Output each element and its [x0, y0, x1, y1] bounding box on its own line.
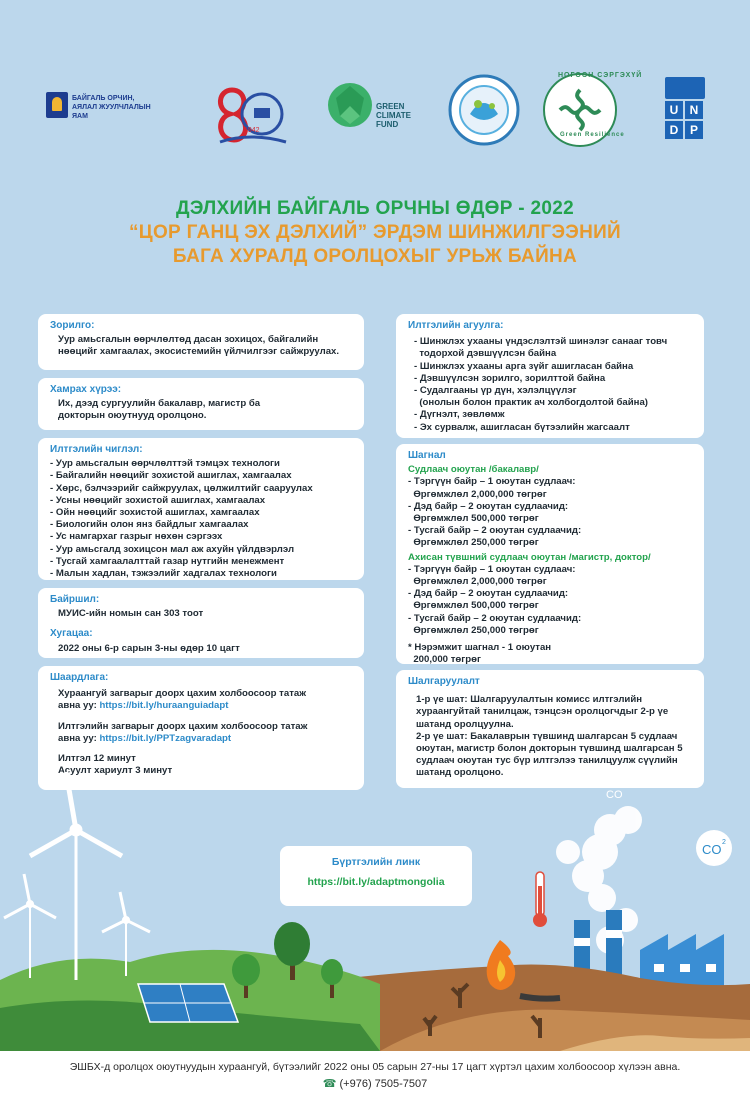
anniversary-year: 1942 [244, 127, 260, 134]
registration-link[interactable]: https://bit.ly/adaptmongolia [307, 876, 445, 888]
headline-line-3: БАГА ХУРАЛД ОРОЛЦОХЫГ УРЬЖ БАЙНА [172, 246, 578, 267]
un-emblem-icon [665, 77, 705, 99]
headline [0, 198, 750, 268]
topics-heading: Илтгэлийн чиглэл: [50, 444, 143, 455]
presentation-prefix: авна уу: [58, 732, 100, 744]
wind-turbine-icon [4, 874, 56, 978]
undp-letter-d: D [665, 121, 683, 139]
logo-bar [0, 60, 750, 170]
list-item: - Тусгай байр – 2 оюутан судлаачид: [408, 612, 582, 624]
list-item: - Эх сурвалж, ашигласан бүтээлийн жагсаалт [414, 421, 630, 433]
smoke-clouds-icon [556, 806, 642, 954]
list-item: - Малын хадлан, тэжээлийг хадгалах технологи [50, 568, 277, 580]
bachelor-heading: Судлаач оюутан /бакалавр/ [408, 464, 539, 476]
gcf-logo-text [376, 102, 411, 129]
venue-card [38, 588, 364, 658]
spacer [58, 745, 352, 753]
green-resilience-logo-text [558, 72, 642, 79]
undp-letter-u: U [665, 101, 683, 119]
venue-heading: Байршил: [50, 594, 100, 605]
summary-template-link[interactable]: https://bit.ly/huraanguiadapt [99, 700, 229, 712]
undp-letter-p: P [685, 121, 703, 139]
list-item: Өргөмжлөл 2,000,000 төгрөг [408, 576, 547, 588]
footer [0, 1051, 750, 1099]
co2-label: CO [702, 842, 722, 857]
ministry-logo-text [72, 94, 162, 121]
list-item: 200,000 төгрөг [408, 654, 481, 666]
green-resilience-mn: НОГООН СЭРГЭХҮЙ [558, 72, 643, 79]
master-heading: Ахисан түвшний судлаач оюутан /магистр, доктор/ [408, 551, 651, 563]
list-item: - Уур амьсгалын өөрчлөлттэй тэмцэх технологи [50, 458, 280, 470]
scope-card [38, 378, 364, 430]
topics-list [50, 458, 352, 580]
prizes-heading: Шагнал [408, 450, 446, 461]
list-item: * Нэрэмжит шагнал - 1 оюутан [408, 642, 552, 654]
list-item: - Биологийн олон янз байдлыг хамгаалах [50, 519, 249, 531]
summary-prefix: авна уу: [58, 700, 100, 712]
list-item: - Ус намгархаг газрыг нөхөн сэргээх [50, 531, 223, 543]
partner-seal-icon [448, 74, 520, 146]
list-item: - Хөрс, бэлчээрийг сайжруулах, цөлжилтийг сааруулах [50, 482, 313, 494]
goal-text: Уур амьсгалын өөрчлөлтөд дасан зохицох, байгалийн нөөцийг хамгаалах, экосистемийн үйлчилгээг сайжруулах. [58, 334, 340, 358]
requirements-body [50, 688, 352, 777]
registration-label: Бүртгэлийн линк [331, 856, 421, 868]
gcf-line-1: GREEN [376, 102, 405, 111]
list-item: - Байгалийн нөөцийг зохистой ашиглах, хамгаалах [50, 470, 292, 482]
pipe-icon [520, 996, 560, 999]
date-text: 2022 оны 6-р сарын 3-ны өдөр 10 цагт [58, 642, 240, 654]
list-item: - Шинжлэх ухааны үндэслэлтэй шинэлэг санааг товч тодорхой дэвшүүлсэн байна [414, 336, 668, 360]
co-label: CO [606, 789, 623, 801]
footer-phone [0, 1077, 750, 1090]
list-item: - Дэд байр – 2 оюутан судлаачид: [408, 500, 569, 512]
list-item: - Уур амьсгалд зохицсон мал аж ахуйн үйлдвэрлэл [50, 543, 295, 555]
spacer [58, 713, 352, 721]
list-item: Өргөмжлөл 250,000 төгрөг [408, 537, 539, 549]
undp-logo [664, 76, 704, 140]
phone-icon: ☎ [322, 1078, 337, 1090]
wind-turbine-icon [30, 772, 122, 980]
extra-prize [408, 642, 692, 666]
selection-stage-1: 1-р үе шат: Шалгаруулалтын комисс илтгэлийн хураангуйтай танилцаж, тэнцсэн оролцогчдыг 2-р үе шатанд оролцуулна. [416, 694, 669, 730]
scope-heading: Хамрах хүрээ: [50, 384, 122, 395]
bachelor-prizes [408, 476, 692, 549]
gcf-line-2: CLIMATE [376, 111, 411, 120]
landscape-illustration [0, 770, 750, 1051]
list-item: Өргөмжлөл 2,000,000 төгрөг [408, 488, 547, 500]
prizes-card [396, 444, 704, 664]
footer-deadline-text: ЭШБХ-д оролцох оюутнуудын хураангуй, бүтээлийг 2022 оны 05 сарын 27-ны 17 цагт хүртэл цахим холбоосоор хүлээн авна. [69, 1061, 681, 1073]
list-item: - Судалгааны үр дүн, хэлэлцүүлэг (онолын болон практик ач холбогдолтой байна) [414, 385, 648, 409]
phone-number: (+976) 7505-7507 [339, 1078, 428, 1090]
requirements-heading: Шаардлага: [50, 672, 109, 683]
goal-card [38, 314, 364, 370]
green-resilience-en: Green Resilience [560, 132, 625, 138]
list-item: - Тэргүүн байр – 1 оюутан судлаач: [408, 476, 576, 488]
venue-text: МУИС-ийн номын сан 303 тоот [58, 608, 204, 620]
scope-text: Их, дээд сургуулийн бакалавр, магистр ба докторын оюутнууд оролцоно. [58, 398, 261, 422]
undp-letter-n: N [685, 101, 703, 119]
mongolia-emblem-icon [46, 92, 68, 118]
master-prizes [408, 564, 692, 637]
list-item: - Дэд байр – 2 оюутан судлаачид: [408, 588, 569, 600]
anniversary-80-logo-icon [210, 80, 290, 150]
green-resilience-en-wrap [560, 132, 625, 138]
list-item: Өргөмжлөл 500,000 төгрөг [408, 600, 539, 612]
list-item: - Ойн нөөцийг зохистой ашиглах, хамгаалах [50, 507, 260, 519]
presentation-template-text: Илтгэлийн загварыг доорх цахим холбоосоор татаж [58, 720, 308, 732]
topics-card [38, 438, 364, 580]
goal-heading: Зорилго: [50, 320, 95, 331]
ministry-line-2: АЯЛАЛ ЖУУЛЧЛАЛЫН ЯАМ [72, 104, 151, 120]
list-item: Өргөмжлөл 500,000 төгрөг [408, 513, 539, 525]
structure-list [408, 336, 692, 434]
date-heading: Хугацаа: [50, 628, 93, 640]
presentation-template-line-2 [58, 733, 352, 745]
qa-duration: Асуулт хариулт 3 минут [58, 765, 173, 777]
list-item: - Усны нөөцийг зохистой ашиглах, хамгаалах [50, 494, 266, 506]
list-item: - Дүгнэлт, зөвлөмж [414, 409, 505, 421]
list-item: - Шинжлэх ухааны арга зүйг ашигласан байна [414, 360, 634, 372]
structure-heading: Илтгэлийн агуулга: [408, 320, 504, 331]
ministry-line-1: БАЙГАЛЬ ОРЧИН, [72, 95, 135, 102]
headline-line-2: “ЦОР ГАНЦ ЭХ ДЭЛХИЙ” ЭРДЭМ ШИНЖИЛГЭЭНИЙ [128, 222, 622, 243]
registration-box [280, 846, 472, 906]
structure-card [396, 314, 704, 438]
gcf-globe-icon [326, 80, 374, 130]
list-item: - Тусгай хамгаалалттай газар нутгийн менежмент [50, 555, 285, 567]
list-item: - Тэргүүн байр – 1 оюутан судлаач: [408, 563, 576, 575]
selection-heading: Шалгаруулалт [408, 676, 480, 687]
co2-subscript: 2 [722, 839, 726, 846]
gcf-line-3: FUND [376, 120, 399, 129]
talk-duration: Илтгэл 12 минут [58, 753, 136, 765]
headline-line-1: ДЭЛХИЙН БАЙГАЛЬ ОРЧНЫ ӨДӨР - 2022 [176, 198, 574, 219]
solar-panel-icon [138, 984, 238, 1022]
summary-template-text: Хураангуй загварыг доорх цахим холбоосоор татаж [58, 688, 307, 700]
spacer [50, 620, 352, 628]
summary-template-line-2 [58, 700, 352, 712]
presentation-template-link[interactable]: https://bit.ly/PPTzagvaradapt [99, 732, 232, 744]
list-item: - Дэвшүүлсэн зорилго, зорилттой байна [414, 372, 606, 384]
selection-stage-2: 2-р үе шат: Бакалаврын түвшинд шалгарсан 5 судлаач оюутан, магистр болон докторын түвшинд шалгарсан 5 судлаач оюутан тус бүр илтгэлээ танилцуулж сүүлийн шатанд оролцоно. [416, 730, 683, 779]
list-item: - Тусгай байр – 2 оюутан судлаачид: [408, 525, 582, 537]
list-item: Өргөмжлөл 250,000 төгрөг [408, 624, 539, 636]
